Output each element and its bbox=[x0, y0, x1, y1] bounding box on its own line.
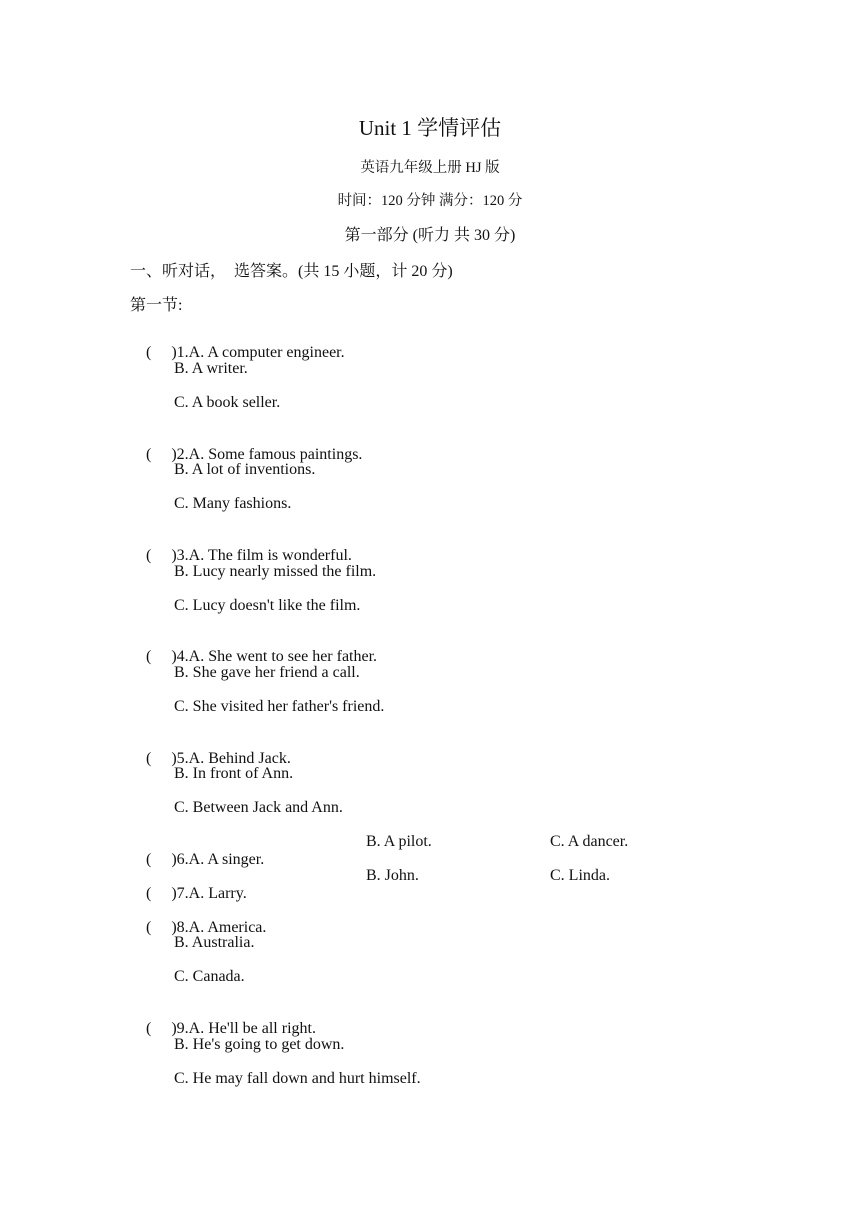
option-b: B. She gave her friend a call. bbox=[174, 664, 360, 681]
option-c: C. Lucy doesn't like the film. bbox=[174, 597, 361, 614]
page-title: Unit 1 学情评估 bbox=[358, 116, 502, 140]
part-heading: 第一部分 (听力 共 30 分) bbox=[344, 227, 516, 244]
option-a: A. The film is wonderful. bbox=[188, 547, 352, 564]
option-c: C. He may fall down and hurt himself. bbox=[174, 1070, 421, 1087]
option-b: B. John. bbox=[366, 867, 419, 884]
option-c: C. Linda. bbox=[550, 867, 610, 884]
option-c: C. Many fashions. bbox=[174, 495, 292, 512]
option-a: A. He'll be all right. bbox=[188, 1020, 316, 1037]
option-a: A. America. bbox=[188, 919, 267, 936]
option-b: B. Lucy nearly missed the film. bbox=[174, 563, 377, 580]
option-a: A. She went to see her father. bbox=[188, 648, 378, 665]
option-a: A. A singer. bbox=[188, 851, 265, 868]
question-number[interactable]: ( )2. bbox=[146, 446, 189, 463]
textbook-subtitle: 英语九年级上册 HJ 版 bbox=[360, 160, 500, 176]
question-number[interactable]: ( )9. bbox=[146, 1020, 189, 1037]
option-c: C. Canada. bbox=[174, 968, 245, 985]
question-number[interactable]: ( )7. bbox=[146, 885, 189, 902]
question-number[interactable]: ( )5. bbox=[146, 750, 189, 767]
time-and-score: 时间：120 分钟 满分：120 分 bbox=[337, 193, 523, 209]
option-b: B. He's going to get down. bbox=[174, 1036, 345, 1053]
option-a: A. Larry. bbox=[188, 885, 247, 902]
option-b: B. In front of Ann. bbox=[174, 765, 294, 782]
question-number[interactable]: ( )3. bbox=[146, 547, 189, 564]
option-a: A. A computer engineer. bbox=[188, 344, 345, 361]
option-a: A. Behind Jack. bbox=[188, 750, 291, 767]
question-number[interactable]: ( )6. bbox=[146, 851, 189, 868]
question-number[interactable]: ( )1. bbox=[146, 344, 189, 361]
option-c: C. She visited her father's friend. bbox=[174, 698, 385, 715]
option-c: C. A dancer. bbox=[550, 833, 629, 850]
option-c: C. Between Jack and Ann. bbox=[174, 799, 343, 816]
option-b: B. A lot of inventions. bbox=[174, 461, 316, 478]
option-c: C. A book seller. bbox=[174, 394, 281, 411]
subsection-heading: 第一节: bbox=[130, 297, 183, 314]
option-b: B. A writer. bbox=[174, 360, 248, 377]
option-b: B. A pilot. bbox=[366, 833, 432, 850]
section-heading: 一、听对话， 选答案。(共 15 小题，计 20 分) bbox=[130, 263, 453, 280]
question-number[interactable]: ( )8. bbox=[146, 919, 189, 936]
option-a: A. Some famous paintings. bbox=[188, 446, 363, 463]
option-b: B. Australia. bbox=[174, 934, 255, 951]
question-number[interactable]: ( )4. bbox=[146, 648, 189, 665]
